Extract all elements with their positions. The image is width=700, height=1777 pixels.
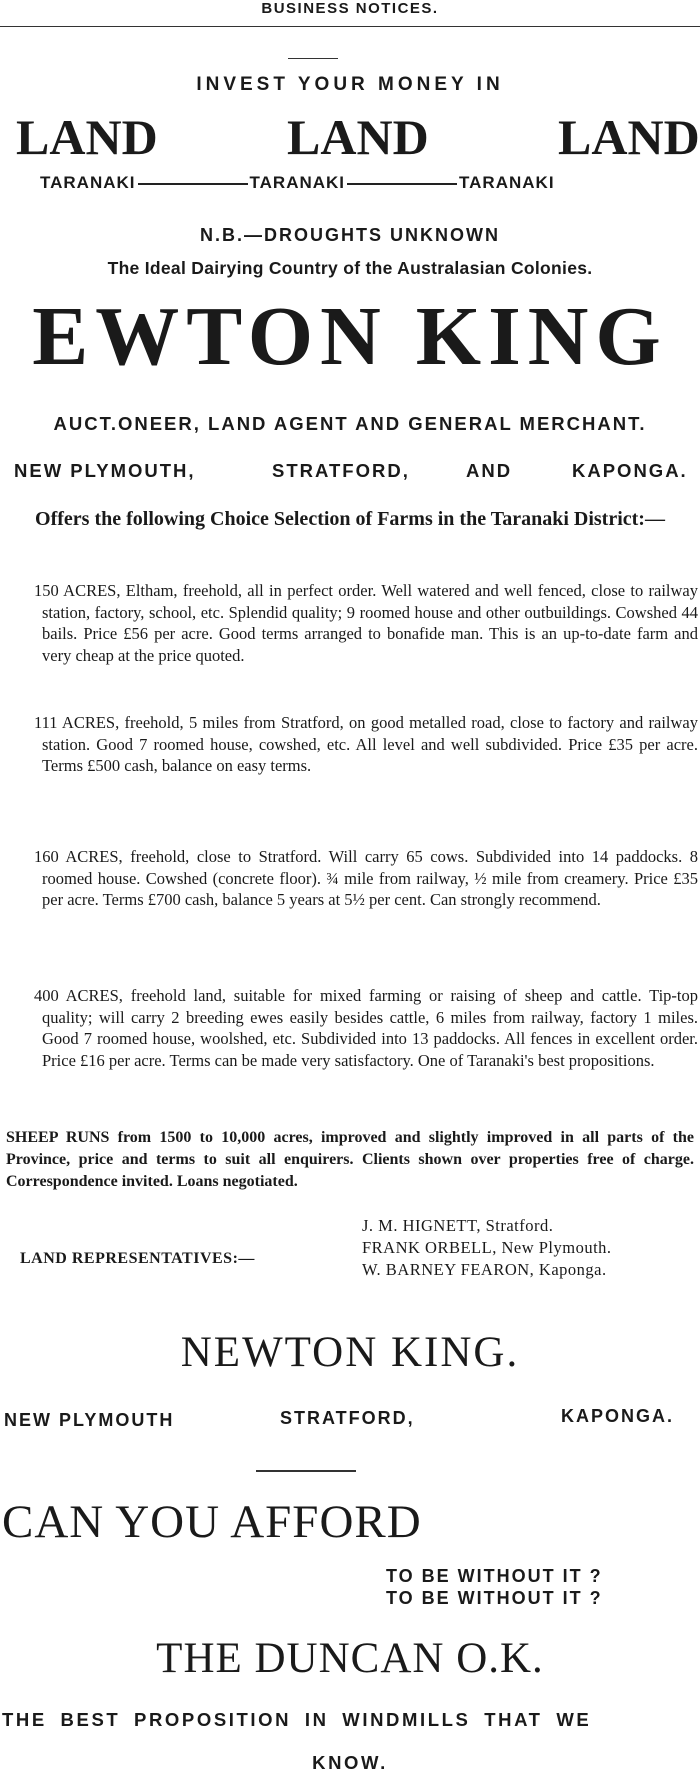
town-kaponga: KAPONGA. [572, 460, 688, 481]
brand-title: EWTON KING [32, 290, 668, 383]
footer-town-kaponga: KAPONGA. [561, 1406, 675, 1426]
town-and: AND [466, 460, 513, 481]
ad2-headline: CAN YOU AFFORD [2, 1496, 422, 1548]
offers-line: Offers the following Choice Selection of Farms in the Taranaki District:— [35, 508, 665, 530]
ad2-without-2: TO BE WITHOUT IT ? [386, 1588, 603, 1608]
listing-a [8, 580, 698, 666]
role-line: AUCT.ONEER, LAND AGENT AND GENERAL MERCHANT. [53, 413, 647, 434]
taranaki-word-2: TARANAKI [249, 173, 346, 192]
taranaki-word-1: TARANAKI [40, 173, 136, 192]
listing-c-text: 160 ACRES, freehold, close to Stratford. Will carry 65 cows. Subdivided into 14 paddocks. 8 roomed house. Cowshed (concrete floor). ¾ mile from railway, ½ mile from creamery. Price £35 per acre. Terms £700 cash, balance 5 years at 5½ per cent. Can strongly recommend. [34, 847, 698, 909]
sheep-runs-note: SHEEP RUNS from 1500 to 10,000 acres, improved and slightly improved in all parts of the Province, price and terms to suit all enquirers. Clients shown over properties free of charge. Correspondence invited. Loans negotiated. [6, 1129, 694, 1190]
ornament-rule-top [288, 58, 338, 59]
nb-line: N.B.—DROUGHTS UNKNOWN [200, 225, 500, 245]
ad2-without-1: TO BE WITHOUT IT ? [386, 1566, 603, 1586]
rep-hignett: J. M. HIGNETT, Stratford. [362, 1216, 554, 1235]
section-header: BUSINESS NOTICES. [261, 0, 439, 17]
rep-orbell: FRANK ORBELL, New Plymouth. [362, 1238, 612, 1257]
ad2-product: THE DUNCAN O.K. [156, 1635, 544, 1682]
ideal-line: The Ideal Dairying Country of the Australasian Colonies. [107, 258, 593, 278]
footer-town-stratford: STRATFORD, [280, 1408, 415, 1428]
listing-b-text: 111 ACRES, freehold, 5 miles from Stratford, on good metalled road, close to factory and railway station. Good 7 roomed house, cowshed, etc. All level and well subdivided. Price £35 per acre. Terms £500 cash, balance on easy terms. [34, 713, 698, 775]
listing-b [8, 712, 698, 777]
ad2-tagline-2: KNOW. [312, 1752, 388, 1773]
taranaki-word-3: TARANAKI [459, 173, 555, 192]
footer-brand: NEWTON KING. [180, 1329, 520, 1376]
header-rule [0, 26, 700, 27]
separator-rule [256, 1470, 356, 1472]
reps-list [362, 1215, 612, 1281]
taranaki-line [40, 173, 555, 193]
dash-1 [138, 183, 248, 185]
land-word-1: LAND [16, 109, 158, 165]
reps-label: LAND REPRESENTATIVES:— [20, 1250, 255, 1267]
town-stratford: STRATFORD, [272, 460, 410, 481]
ad2-tagline-1: THE BEST PROPOSITION IN WINDMILLS THAT WE [2, 1709, 592, 1730]
footer-town-new-plymouth: NEW PLYMOUTH [4, 1410, 175, 1430]
listing-a-text: 150 ACRES, Eltham, freehold, all in perfect order. Well watered and well fenced, close to railway station, factory, school, etc. Splendid quality; 9 roomed house and other outbuildings. Cowshed 44 bails. Price £56 per acre. Good terms arranged to bonafide man. This is an up-to-date farm and very cheap at the price quoted. [34, 581, 698, 665]
land-word-3: LAND [558, 109, 700, 165]
land-word-2: LAND [287, 109, 429, 165]
town-new-plymouth: NEW PLYMOUTH, [14, 460, 196, 481]
listing-d [8, 985, 698, 1071]
invest-line: INVEST YOUR MONEY IN [196, 74, 504, 95]
rep-fearon: W. BARNEY FEARON, Kaponga. [362, 1260, 607, 1279]
dash-2 [347, 183, 457, 185]
listing-c [8, 846, 698, 911]
listing-d-text: 400 ACRES, freehold land, suitable for mixed farming or raising of sheep and cattle. Tip-top quality; will carry 2 breeding ewes easily besides cattle, 6 miles from railway, factory 1 miles. Good 7 roomed house, woolshed, etc. Subdivided into 13 paddocks. All fences in excellent order. Price £16 per acre. Terms can be made very satisfactory. One of Taranaki's best propositions. [34, 986, 698, 1070]
